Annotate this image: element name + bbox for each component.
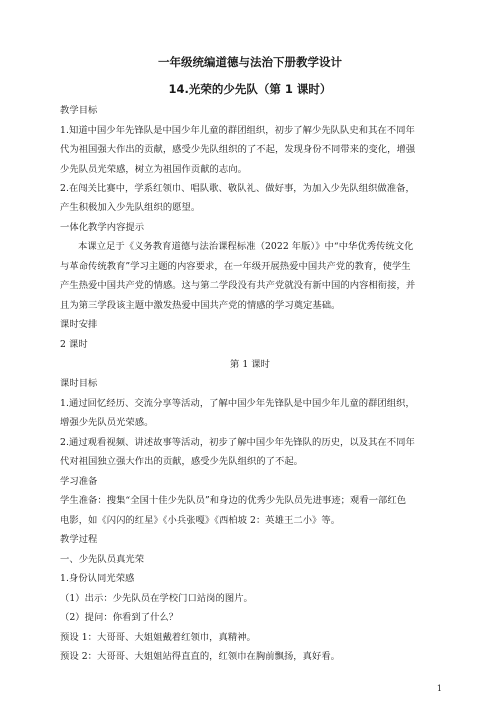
heading-session-goals: 课时目标 bbox=[60, 378, 98, 389]
body-line: 电影，如《闪闪的红星》《小兵张嘎》《西柏坡 2：英雄王二小》等。 bbox=[60, 515, 341, 526]
body-line: 1.通过回忆经历、交流分享等活动，了解中国少年先锋队是中国少年儿童的群团组织， bbox=[60, 398, 415, 409]
body-line: 本课立足于《义务教育道德与法治课程标准（2022 年版）》中“中华优秀传统文化 bbox=[78, 241, 414, 252]
body-line: 少先队员光荣感，树立为祖国作贡献的志向。 bbox=[60, 164, 247, 175]
page-number: 1 bbox=[436, 684, 442, 693]
body-line: 2 课时 bbox=[60, 339, 88, 350]
body-line: 2.通过观看视频、讲述故事等活动，初步了解中国少年先锋队的历史，以及其在不同年 bbox=[60, 437, 415, 448]
body-line: 增强少先队员光荣感。 bbox=[60, 417, 154, 428]
body-line: 代对祖国独立强大作出的贡献，感受少先队组织的了不起。 bbox=[60, 456, 304, 467]
body-line: 学生准备：搜集“全国十佳少先队员”和身边的优秀少先队员先进事迹；观看一部红色 bbox=[60, 495, 407, 506]
body-line: 且为第三学段该主题中激发热爱中国共产党的情感的学习奠定基础。 bbox=[60, 300, 341, 311]
body-line: （1）出示：少先队员在学校门口站岗的图片。 bbox=[60, 593, 253, 604]
body-line: 预设 1：大哥哥、大姐姐戴着红领巾，真精神。 bbox=[60, 632, 256, 643]
heading-teaching-goals: 教学目标 bbox=[60, 105, 98, 116]
heading-content-hints: 一体化教学内容提示 bbox=[60, 222, 145, 233]
document-title: 一年级统编道德与法治下册教学设计 bbox=[158, 55, 342, 69]
heading-preparation: 学习准备 bbox=[60, 476, 98, 487]
body-line: 1.身份认同光荣感 bbox=[60, 573, 135, 584]
lesson-session-heading: 第 1 课时 bbox=[229, 359, 271, 370]
body-line: 2.在闯关比赛中，学系红领巾、唱队歌、敬队礼、做好事，为加入少先队组织做准备， bbox=[60, 183, 415, 194]
body-line: 代为祖国强大作出的贡献，感受少先队组织的了不起，发现身份不同带来的变化，增强 bbox=[60, 144, 416, 155]
body-line: 预设 2：大哥哥、大姐姐站得直直的，红领巾在胸前飘扬，真好看。 bbox=[60, 651, 341, 662]
body-line: 1.知道中国少年先锋队是中国少年儿童的群团组织，初步了解少先队队史和其在不同年 bbox=[60, 125, 415, 136]
section-heading: 一、少先队员真光荣 bbox=[60, 554, 145, 565]
heading-schedule: 课时安排 bbox=[60, 319, 98, 330]
heading-process: 教学过程 bbox=[60, 534, 98, 545]
body-line: 与革命传统教育”学习主题的内容要求，在一年级开展热爱中国共产党的教育，使学生 bbox=[60, 261, 411, 272]
lesson-title: 14.光荣的少先队（第 1 课时） bbox=[168, 82, 332, 96]
body-line: 产生热爱中国共产党的情感。这与第二学段没有共产党就没有新中国的内容相衔接，并 bbox=[60, 280, 416, 291]
body-line: 产生积极加入少先队组织的愿望。 bbox=[60, 202, 201, 213]
body-line: （2）提问：你看到了什么？ bbox=[60, 612, 179, 623]
